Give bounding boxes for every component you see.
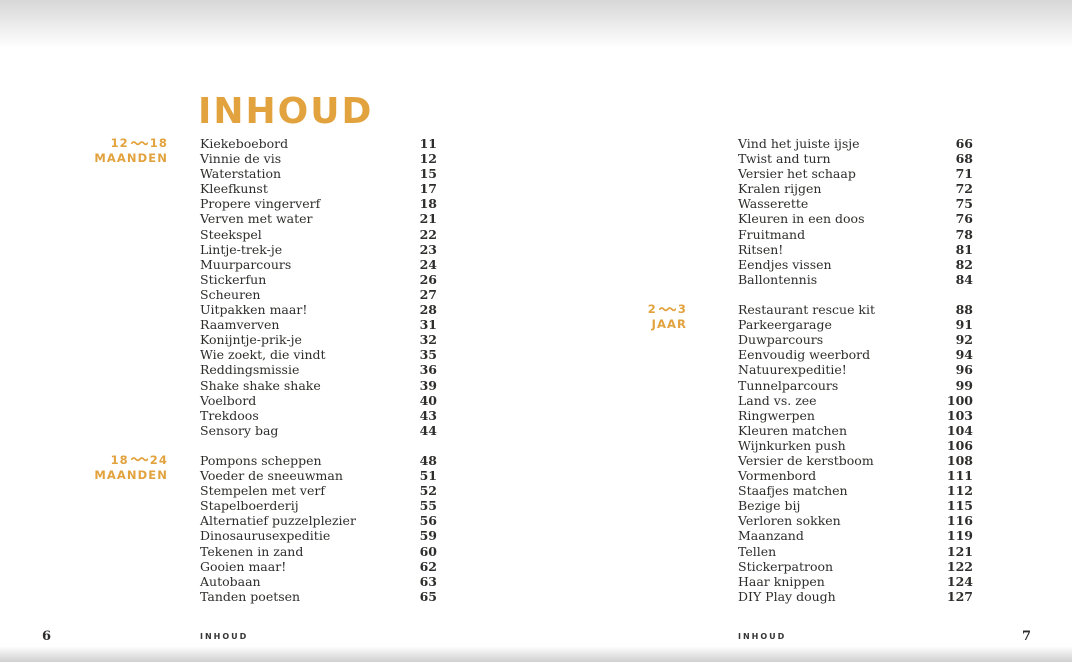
section-entries <box>200 136 437 438</box>
section-unit: MAANDEN <box>94 151 168 166</box>
section-unit: MAANDEN <box>94 468 168 483</box>
toc-section <box>609 302 973 604</box>
toc-row[interactable] <box>738 438 973 453</box>
toc-row[interactable] <box>200 468 437 483</box>
toc-column-right <box>609 136 973 604</box>
footer-label-left: INHOUD <box>200 632 249 641</box>
entry-page-number: 48 <box>419 452 437 468</box>
entry-title: Tunnelparcours <box>738 377 839 393</box>
entry-page-number: 22 <box>419 226 437 242</box>
entry-page-number: 72 <box>955 181 973 197</box>
entry-title: Stickerfun <box>200 271 267 287</box>
toc-row[interactable] <box>200 544 437 559</box>
entry-page-number: 84 <box>955 271 973 287</box>
entry-page-number: 43 <box>419 407 437 423</box>
entry-title: Lintje-trek-je <box>200 241 283 257</box>
entry-title: Alternatief puzzelplezier <box>200 513 356 529</box>
entry-title: Kleefkunst <box>200 181 268 197</box>
entry-page-number: 44 <box>419 422 437 438</box>
entry-title: Stickerpatroon <box>738 558 834 574</box>
entry-title: Staafjes matchen <box>738 483 848 499</box>
entry-title: Tekenen in zand <box>200 543 304 559</box>
wave-separator-icon <box>131 140 148 146</box>
section-age-range <box>90 453 168 468</box>
entry-title: Waterstation <box>200 166 282 182</box>
toc-row[interactable] <box>738 136 973 151</box>
entry-page-number: 62 <box>419 558 437 574</box>
page-top-shadow <box>0 0 1072 48</box>
toc-row[interactable] <box>200 302 437 317</box>
toc-row[interactable] <box>738 589 973 604</box>
entry-page-number: 66 <box>955 136 973 151</box>
entry-title: Ringwerpen <box>738 407 815 423</box>
entry-page-number: 111 <box>946 468 973 484</box>
entry-page-number: 26 <box>419 271 437 287</box>
toc-row[interactable] <box>738 151 973 166</box>
toc-row[interactable] <box>738 211 973 226</box>
entry-title: Kralen rijgen <box>738 181 822 197</box>
entry-title: Reddingsmissie <box>200 362 300 378</box>
toc-row[interactable] <box>200 408 437 423</box>
toc-row[interactable] <box>200 362 437 377</box>
entry-page-number: 65 <box>419 588 437 604</box>
entry-page-number: 92 <box>955 332 973 348</box>
entry-page-number: 68 <box>955 151 973 167</box>
entry-title: Kleuren in een doos <box>738 211 865 227</box>
entry-title: Konijntje-prik-je <box>200 332 302 348</box>
entry-title: Ballontennis <box>738 271 818 287</box>
entry-page-number: 60 <box>419 543 437 559</box>
section-label <box>90 453 168 483</box>
toc-section <box>609 136 973 287</box>
entry-page-number: 82 <box>955 256 973 272</box>
toc-row[interactable] <box>200 166 437 181</box>
entry-page-number: 96 <box>955 362 973 378</box>
toc-row[interactable] <box>200 287 437 302</box>
page-number-left: 6 <box>42 629 52 644</box>
entry-page-number: 76 <box>955 211 973 227</box>
entry-title: Shake shake shake <box>200 377 321 393</box>
entry-title: Autobaan <box>200 573 261 589</box>
entry-page-number: 71 <box>955 166 973 182</box>
section-label <box>90 136 168 166</box>
entry-title: Restaurant rescue kit <box>738 302 876 318</box>
toc-row[interactable] <box>738 408 973 423</box>
entry-title: Haar knippen <box>738 573 825 589</box>
entry-page-number: 35 <box>419 347 437 363</box>
entry-title: Kleuren matchen <box>738 422 848 438</box>
entry-page-number: 40 <box>419 392 437 408</box>
entry-page-number: 121 <box>946 543 973 559</box>
toc-section <box>90 453 437 604</box>
entry-page-number: 15 <box>419 166 437 182</box>
entry-title: DIY Play dough <box>738 588 836 604</box>
toc-row[interactable] <box>738 227 973 242</box>
entry-page-number: 91 <box>955 317 973 333</box>
entry-title: Vinnie de vis <box>200 151 282 167</box>
toc-row[interactable] <box>200 483 437 498</box>
toc-row[interactable] <box>200 257 437 272</box>
entry-page-number: 24 <box>419 256 437 272</box>
toc-row[interactable] <box>738 544 973 559</box>
page-bottom-shadow <box>0 646 1072 662</box>
toc-row[interactable] <box>738 468 973 483</box>
age-to: 18 <box>149 136 168 150</box>
entry-page-number: 21 <box>419 211 437 227</box>
entry-page-number: 55 <box>419 498 437 514</box>
entry-page-number: 127 <box>946 588 973 604</box>
toc-row[interactable] <box>200 196 437 211</box>
entry-page-number: 124 <box>946 573 973 589</box>
toc-row[interactable] <box>738 483 973 498</box>
toc-row[interactable] <box>738 166 973 181</box>
entry-page-number: 36 <box>419 362 437 378</box>
entry-page-number: 18 <box>419 196 437 212</box>
toc-row[interactable] <box>738 559 973 574</box>
entry-title: Verven met water <box>200 211 313 227</box>
entry-page-number: 31 <box>419 317 437 333</box>
toc-row[interactable] <box>200 589 437 604</box>
entry-page-number: 12 <box>419 151 437 167</box>
entry-page-number: 78 <box>955 226 973 242</box>
entry-title: Tanden poetsen <box>200 588 301 604</box>
entry-title: Bezige bij <box>738 498 801 514</box>
entry-title: Voelbord <box>200 392 257 408</box>
wave-separator-icon <box>659 306 676 312</box>
toc-row[interactable] <box>738 362 973 377</box>
age-from: 18 <box>110 452 129 467</box>
entry-page-number: 32 <box>419 332 437 348</box>
entry-page-number: 108 <box>946 452 973 468</box>
entry-title: Land vs. zee <box>738 392 817 408</box>
toc-row[interactable] <box>738 347 973 362</box>
entry-title: Propere vingerverf <box>200 196 321 212</box>
toc-row[interactable] <box>200 378 437 393</box>
entry-page-number: 94 <box>955 347 973 363</box>
section-entries <box>738 302 973 604</box>
entry-title: Stapelboerderij <box>200 498 299 514</box>
toc-row[interactable] <box>200 528 437 543</box>
entry-page-number: 63 <box>419 573 437 589</box>
entry-title: Muurparcours <box>200 256 292 272</box>
entry-page-number: 106 <box>946 437 973 453</box>
entry-page-number: 119 <box>946 528 973 544</box>
entry-title: Stempelen met verf <box>200 483 325 499</box>
entry-page-number: 122 <box>946 558 973 574</box>
section-unit: JAAR <box>651 317 687 332</box>
toc-row[interactable] <box>200 423 437 438</box>
entry-title: Sensory bag <box>200 422 279 438</box>
entry-title: Twist and turn <box>738 151 831 167</box>
age-to: 3 <box>677 302 687 317</box>
entry-page-number: 39 <box>419 377 437 393</box>
toc-row[interactable] <box>738 528 973 543</box>
entry-title: Pompons scheppen <box>200 452 322 468</box>
entry-title: Versier de kerstboom <box>738 452 874 468</box>
toc-row[interactable] <box>200 453 437 468</box>
toc-row[interactable] <box>200 227 437 242</box>
entry-page-number: 115 <box>946 498 973 514</box>
entry-title: Verloren sokken <box>738 513 841 529</box>
entry-page-number: 52 <box>419 483 437 499</box>
entry-page-number: 27 <box>419 286 437 302</box>
entry-title: Wasserette <box>738 196 809 212</box>
page-title: INHOUD <box>198 91 374 133</box>
toc-row[interactable] <box>200 332 437 347</box>
toc-row[interactable] <box>200 317 437 332</box>
entry-page-number: 51 <box>419 468 437 484</box>
entry-title: Wijnkurken push <box>738 437 846 453</box>
toc-row[interactable] <box>738 181 973 196</box>
toc-column-left <box>90 136 437 604</box>
entry-title: Eenvoudig weerbord <box>738 347 871 363</box>
toc-row[interactable] <box>200 151 437 166</box>
entry-page-number: 23 <box>419 241 437 257</box>
toc-row[interactable] <box>738 196 973 211</box>
toc-row[interactable] <box>200 181 437 196</box>
entry-title: Steekspel <box>200 226 262 242</box>
toc-row[interactable] <box>738 242 973 257</box>
toc-row[interactable] <box>738 272 973 287</box>
age-to: 24 <box>149 452 168 467</box>
entry-title: Duwparcours <box>738 332 824 348</box>
section-age-range <box>90 136 168 151</box>
page-number-right: 7 <box>1022 629 1032 644</box>
wave-separator-icon <box>131 456 148 462</box>
section-entries <box>200 453 437 604</box>
entry-title: Vormenbord <box>738 468 817 484</box>
toc-row[interactable] <box>738 317 973 332</box>
toc-section <box>90 136 437 438</box>
entry-page-number: 116 <box>946 513 973 529</box>
entry-title: Ritsen! <box>738 241 784 257</box>
entry-page-number: 99 <box>955 377 973 393</box>
entry-page-number: 56 <box>419 513 437 529</box>
toc-row[interactable] <box>738 574 973 589</box>
toc-row[interactable] <box>200 136 437 151</box>
toc-row[interactable] <box>200 574 437 589</box>
entry-page-number: 17 <box>419 181 437 197</box>
entry-page-number: 75 <box>955 196 973 212</box>
entry-title: Vind het juiste ijsje <box>738 136 860 151</box>
entry-title: Dinosaurusexpeditie <box>200 528 331 544</box>
entry-title: Scheuren <box>200 286 261 302</box>
toc-row[interactable] <box>200 272 437 287</box>
entry-page-number: 112 <box>946 483 973 499</box>
toc-row[interactable] <box>738 453 973 468</box>
toc-row[interactable] <box>200 513 437 528</box>
toc-row[interactable] <box>738 498 973 513</box>
toc-row[interactable] <box>738 332 973 347</box>
entry-page-number: 100 <box>946 392 973 408</box>
entry-page-number: 59 <box>419 528 437 544</box>
age-from: 12 <box>110 136 129 150</box>
toc-row[interactable] <box>738 257 973 272</box>
section-label <box>609 302 687 332</box>
entry-page-number: 81 <box>955 241 973 257</box>
toc-row[interactable] <box>200 559 437 574</box>
toc-row[interactable] <box>200 498 437 513</box>
entry-title: Uitpakken maar! <box>200 302 308 318</box>
toc-row[interactable] <box>200 211 437 226</box>
toc-row[interactable] <box>200 242 437 257</box>
entry-title: Wie zoekt, die vindt <box>200 347 326 363</box>
section-age-range <box>609 302 687 317</box>
section-entries <box>738 136 973 287</box>
entry-title: Natuurexpeditie! <box>738 362 847 378</box>
footer-label-right: INHOUD <box>738 632 787 641</box>
entry-title: Maanzand <box>738 528 804 544</box>
toc-row[interactable] <box>738 423 973 438</box>
entry-page-number: 88 <box>955 302 973 318</box>
age-from: 2 <box>647 302 657 317</box>
entry-title: Trekdoos <box>200 407 259 423</box>
entry-title: Tellen <box>738 543 777 559</box>
entry-title: Eendjes vissen <box>738 256 832 272</box>
toc-row[interactable] <box>738 393 973 408</box>
entry-title: Voeder de sneeuwman <box>200 468 343 484</box>
entry-title: Raamverven <box>200 317 280 333</box>
toc-row[interactable] <box>738 513 973 528</box>
entry-title: Parkeergarage <box>738 317 832 333</box>
toc-row[interactable] <box>738 302 973 317</box>
entry-title: Versier het schaap <box>738 166 856 182</box>
entry-page-number: 28 <box>419 302 437 318</box>
entry-page-number: 103 <box>946 407 973 423</box>
entry-title: Gooien maar! <box>200 558 287 574</box>
toc-row[interactable] <box>738 378 973 393</box>
toc-row[interactable] <box>200 393 437 408</box>
toc-row[interactable] <box>200 347 437 362</box>
entry-title: Kiekeboebord <box>200 136 289 151</box>
entry-title: Fruitmand <box>738 226 806 242</box>
entry-page-number: 104 <box>946 422 973 438</box>
entry-page-number: 11 <box>419 136 437 151</box>
